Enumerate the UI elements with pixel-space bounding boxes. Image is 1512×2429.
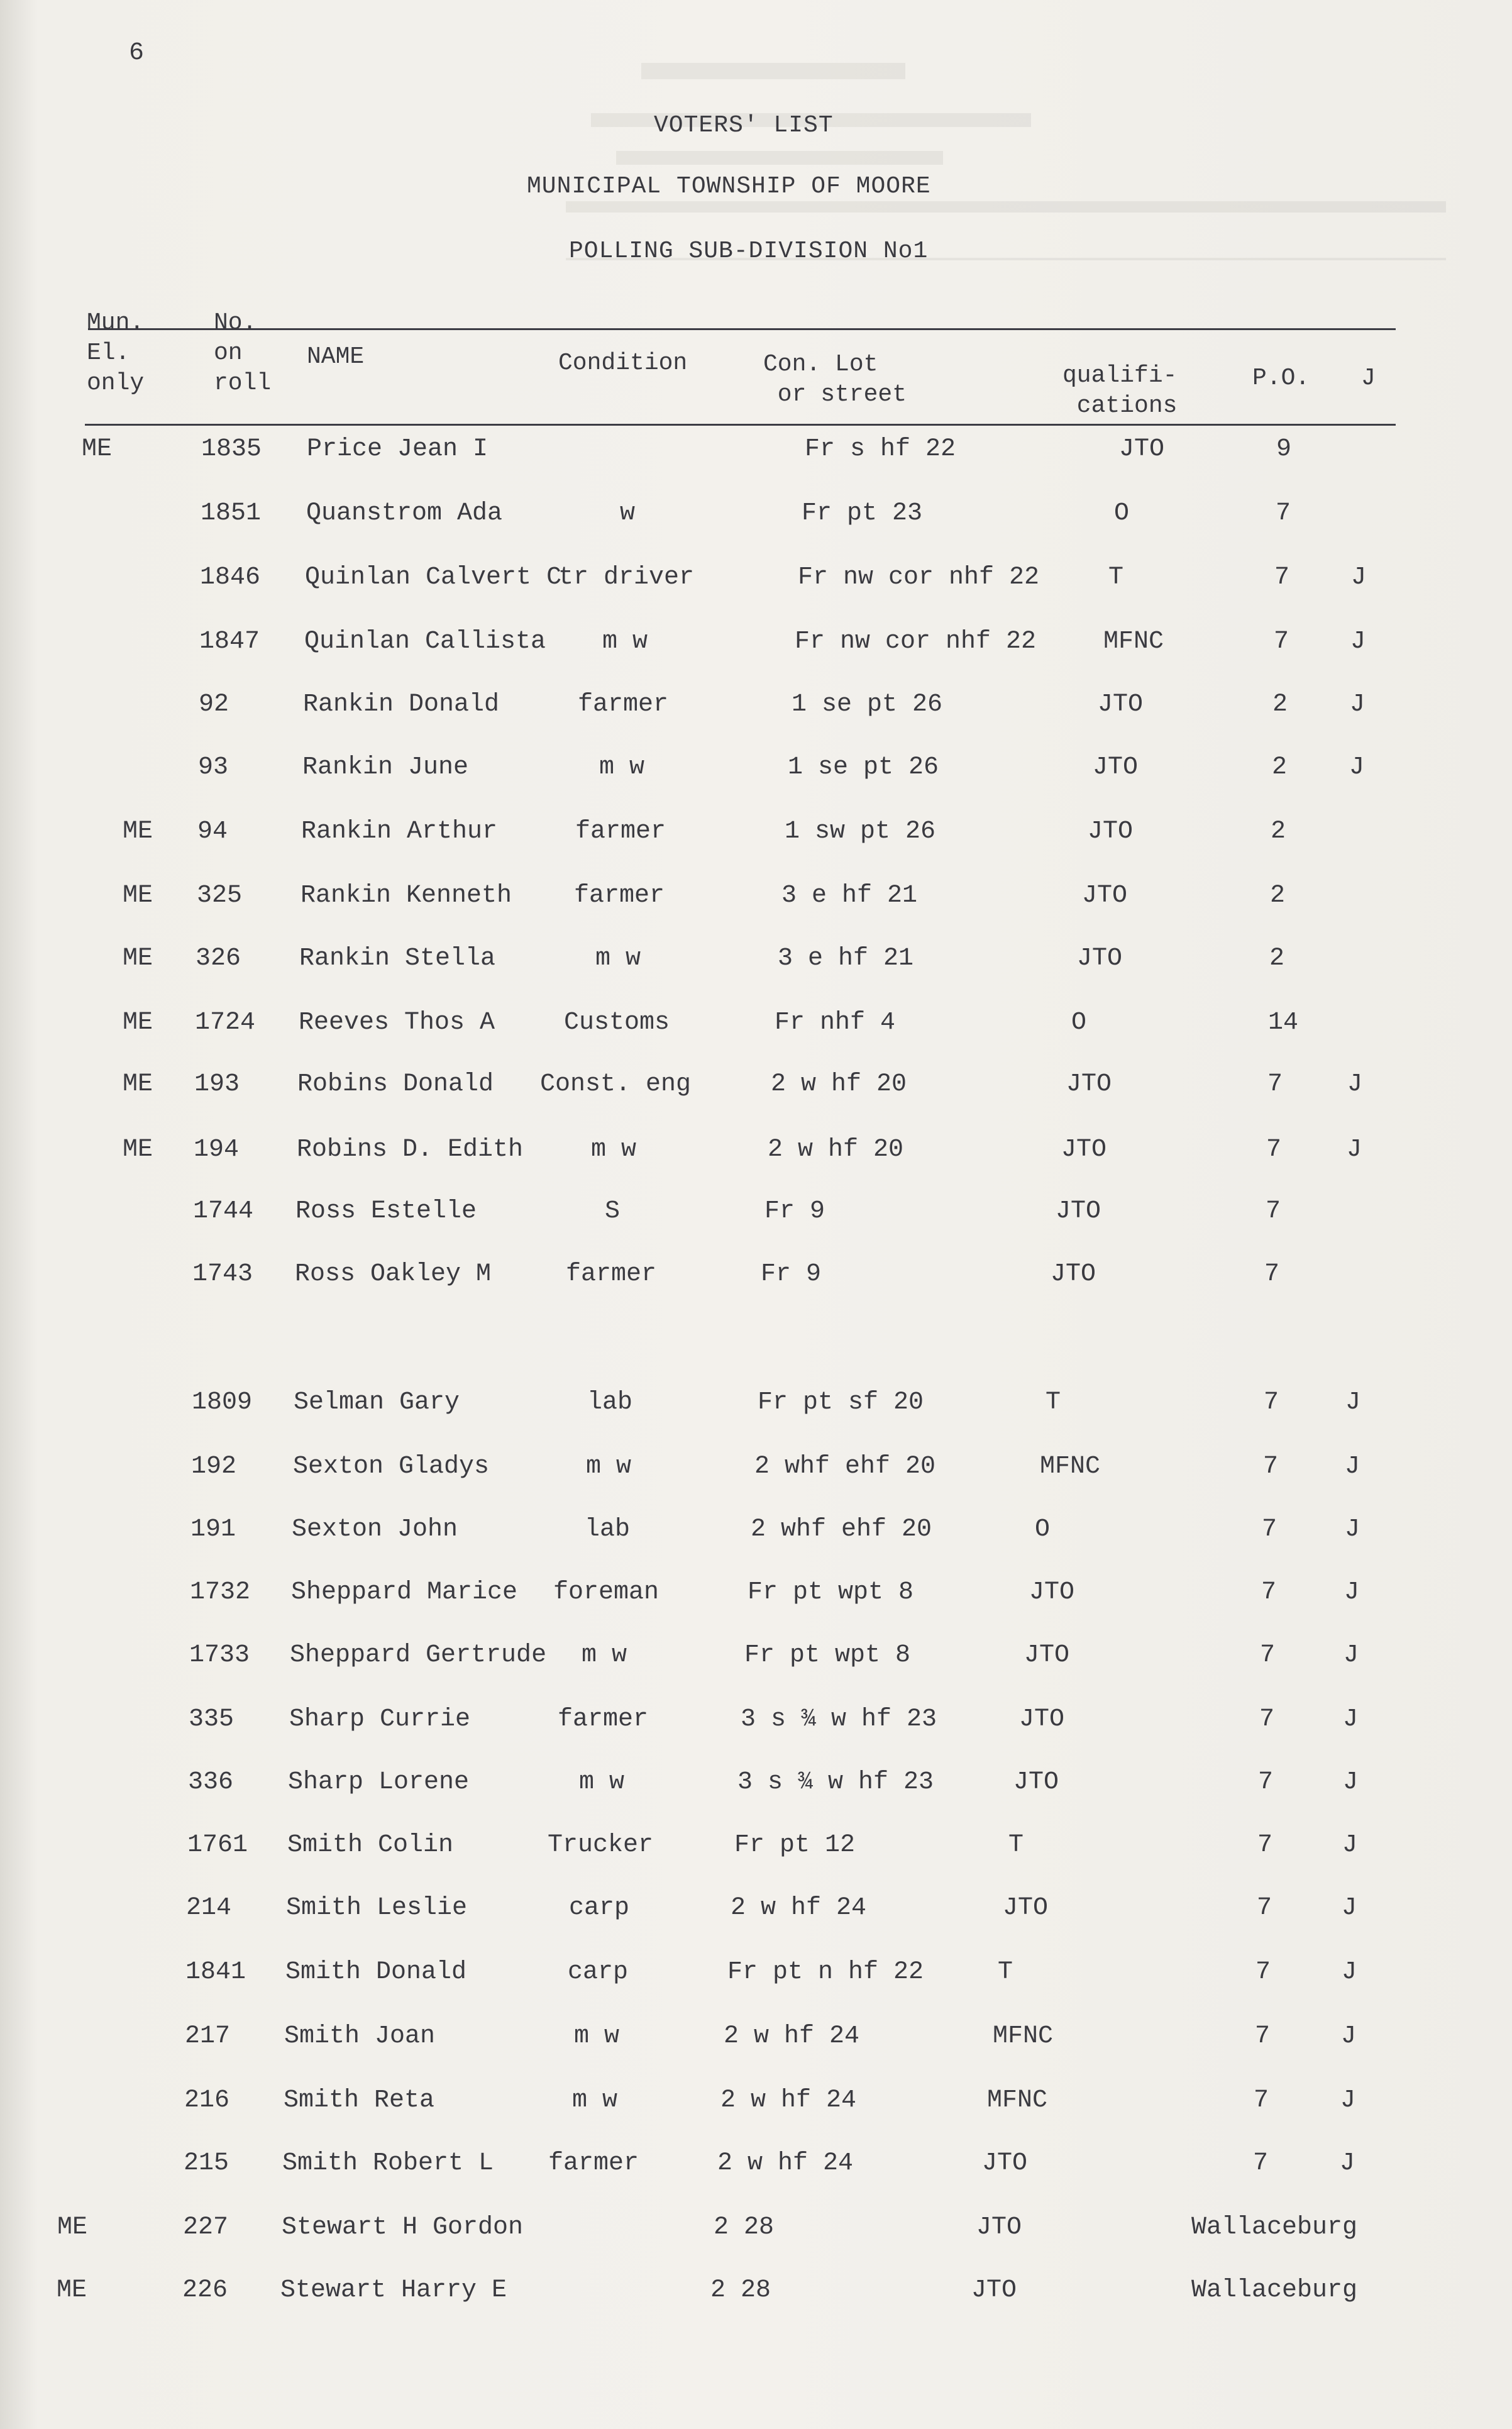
- cell-condition: farmer: [575, 817, 666, 846]
- cell-name: Smith Reta: [284, 2086, 435, 2115]
- cell-qual: JTO: [1051, 1260, 1096, 1288]
- cell-condition: m w: [602, 628, 648, 656]
- cell-condition: m w: [573, 2022, 620, 2050]
- cell-qual: T: [1008, 1831, 1024, 1859]
- cell-no: 1743: [192, 1260, 253, 1288]
- cell-lot: 3 s ¾ w hf 23: [741, 1705, 937, 1734]
- cell-po: 7: [1264, 1388, 1279, 1417]
- column-header-qualifications: qualifi- cations: [1062, 362, 1178, 419]
- cell-qual: JTO: [1119, 435, 1165, 463]
- cell-j: J: [1351, 563, 1367, 592]
- cell-qual: JTO: [1082, 882, 1128, 910]
- cell-lot: 1 se pt 26: [792, 690, 943, 719]
- cell-me: ME: [57, 2213, 88, 2242]
- cell-lot: Fr s hf 22: [805, 435, 956, 463]
- cell-name: Rankin Donald: [303, 690, 500, 719]
- cell-name: Ross Oakley M: [295, 1260, 492, 1288]
- cell-name: Selman Gary: [294, 1388, 460, 1417]
- cell-condition: lab: [587, 1388, 633, 1417]
- cell-name: Quinlan Calvert C: [305, 563, 562, 592]
- table-row: [0, 1705, 1512, 1743]
- cell-lot: Fr nhf 4: [775, 1009, 896, 1037]
- cell-j: J: [1345, 1515, 1360, 1544]
- cell-no: 325: [197, 882, 243, 910]
- cell-lot: Fr 9: [764, 1197, 825, 1226]
- cell-po: 7: [1253, 2149, 1269, 2177]
- cell-name: Rankin June: [302, 753, 469, 782]
- cell-po: Wallaceburg: [1191, 2276, 1358, 2305]
- column-header-j: J: [1361, 365, 1376, 392]
- cell-name: Smith Joan: [284, 2022, 436, 2050]
- cell-name: Robins D. Edith: [297, 1136, 524, 1164]
- cell-name: Sexton Gladys: [293, 1452, 490, 1481]
- cell-po: 7: [1264, 1260, 1280, 1288]
- cell-j: J: [1342, 1958, 1357, 1986]
- table-row: [0, 1388, 1512, 1426]
- table-row: [0, 1958, 1512, 1996]
- cell-lot: Fr pt 12: [734, 1831, 856, 1859]
- table-row: [0, 1197, 1512, 1235]
- cell-qual: JTO: [982, 2149, 1028, 2177]
- cell-lot: 3 e hf 21: [778, 944, 914, 973]
- cell-no: 193: [194, 1070, 240, 1098]
- cell-po: 7: [1266, 1197, 1281, 1226]
- table-row: [0, 2213, 1512, 2251]
- cell-po: 7: [1263, 1452, 1279, 1481]
- cell-name: Sharp Currie: [289, 1705, 471, 1734]
- table-row: [0, 1070, 1512, 1108]
- cell-qual: JTO: [1061, 1136, 1107, 1164]
- cell-no: 226: [182, 2276, 228, 2305]
- cell-name: Smith Colin: [287, 1831, 454, 1859]
- polling-division-heading: POLLING SUB-DIVISION No1: [569, 238, 929, 265]
- cell-lot: 2 w hf 24: [720, 2086, 857, 2115]
- cell-me: ME: [123, 1136, 153, 1164]
- cell-qual: O: [1114, 499, 1130, 528]
- column-header-condition: Condition: [558, 350, 688, 377]
- cell-qual: JTO: [976, 2213, 1022, 2242]
- cell-name: Quanstrom Ada: [306, 499, 503, 528]
- cell-no: 1732: [190, 1578, 251, 1607]
- cell-name: Price Jean I: [307, 435, 488, 463]
- cell-me: ME: [82, 435, 113, 463]
- cell-j: J: [1345, 1452, 1360, 1481]
- cell-name: Stewart Harry E: [280, 2276, 507, 2305]
- column-header-mun-el-only: Mun. El. only: [87, 309, 145, 397]
- column-header-con-lot: Con. Lot or street: [763, 351, 907, 408]
- cell-j: J: [1343, 1768, 1359, 1796]
- cell-qual: T: [1108, 563, 1124, 592]
- table-row: [0, 1831, 1512, 1869]
- cell-qual: JTO: [1029, 1578, 1075, 1607]
- cell-j: J: [1340, 2149, 1355, 2177]
- cell-po: 2: [1272, 690, 1288, 719]
- cell-po: 7: [1274, 628, 1289, 656]
- cell-po: 9: [1276, 435, 1292, 463]
- cell-qual: JTO: [1066, 1070, 1112, 1098]
- cell-name: Reeves Thos A: [299, 1009, 495, 1037]
- cell-j: J: [1343, 1705, 1359, 1734]
- cell-condition: farmer: [577, 690, 669, 719]
- cell-no: 1835: [201, 435, 262, 463]
- cell-me: ME: [123, 1070, 153, 1098]
- cell-condition: Const. eng: [539, 1070, 692, 1098]
- cell-name: Smith Donald: [285, 1958, 467, 1986]
- cell-j: J: [1344, 1641, 1359, 1669]
- cell-no: 194: [194, 1136, 240, 1164]
- cell-no: 94: [197, 817, 228, 846]
- table-row: [0, 690, 1512, 728]
- table-row: [0, 628, 1512, 665]
- cell-po: 14: [1268, 1009, 1299, 1037]
- table-row: [0, 753, 1512, 791]
- cell-j: J: [1350, 628, 1366, 656]
- cell-lot: 2 w hf 24: [724, 2022, 860, 2050]
- cell-condition: carp: [567, 1958, 629, 1986]
- cell-no: 1724: [195, 1009, 256, 1037]
- cell-no: 336: [188, 1768, 234, 1796]
- table-row: [0, 1136, 1512, 1173]
- cell-j: J: [1342, 1894, 1357, 1922]
- cell-qual: O: [1035, 1515, 1051, 1544]
- column-header-po: P.O.: [1252, 365, 1310, 392]
- cell-condition: carp: [568, 1894, 630, 1922]
- cell-condition: m w: [590, 1136, 637, 1164]
- cell-j: J: [1341, 2022, 1357, 2050]
- cell-qual: JTO: [1056, 1197, 1101, 1226]
- cell-name: Sheppard Marice: [291, 1578, 518, 1607]
- cell-po: 7: [1260, 1641, 1276, 1669]
- cell-no: 1744: [193, 1197, 254, 1226]
- cell-po: 7: [1255, 2022, 1271, 2050]
- cell-po: 7: [1257, 1894, 1272, 1922]
- cell-lot: Fr pt wpt 8: [744, 1641, 911, 1669]
- cell-name: Sheppard Gertrude: [290, 1641, 547, 1669]
- cell-no: 191: [190, 1515, 236, 1544]
- cell-lot: 1 se pt 26: [788, 753, 939, 782]
- cell-condition: m w: [581, 1641, 627, 1669]
- cell-qual: JTO: [1003, 1894, 1049, 1922]
- cell-me: ME: [123, 944, 153, 973]
- cell-no: 215: [184, 2149, 229, 2177]
- cell-po: 2: [1271, 817, 1286, 846]
- cell-qual: JTO: [1077, 944, 1123, 973]
- cell-j: J: [1342, 1831, 1358, 1859]
- cell-me: ME: [57, 2276, 87, 2305]
- cell-condition: m w: [578, 1768, 625, 1796]
- cell-name: Sharp Lorene: [288, 1768, 470, 1796]
- cell-no: 93: [198, 753, 229, 782]
- cell-name: Robins Donald: [297, 1070, 494, 1098]
- table-row: [0, 435, 1512, 473]
- cell-condition: farmer: [557, 1705, 649, 1734]
- cell-name: Stewart H Gordon: [282, 2213, 524, 2242]
- cell-no: 217: [185, 2022, 231, 2050]
- cell-qual: JTO: [1088, 817, 1134, 846]
- cell-po: 7: [1262, 1515, 1277, 1544]
- cell-lot: Fr pt n hf 22: [727, 1958, 924, 1986]
- cell-no: 192: [191, 1452, 237, 1481]
- cell-qual: JTO: [1019, 1705, 1065, 1734]
- cell-po: 7: [1259, 1705, 1275, 1734]
- table-row: [0, 2086, 1512, 2124]
- cell-j: J: [1349, 753, 1365, 782]
- cell-name: Ross Estelle: [295, 1197, 477, 1226]
- cell-po: 7: [1257, 1831, 1273, 1859]
- cell-po: 7: [1255, 1958, 1271, 1986]
- table-row: [0, 2149, 1512, 2187]
- cell-qual: JTO: [1093, 753, 1139, 782]
- table-row: [0, 2022, 1512, 2060]
- cell-po: Wallaceburg: [1191, 2213, 1358, 2242]
- cell-no: 1809: [192, 1388, 253, 1417]
- cell-po: 7: [1261, 1578, 1277, 1607]
- table-row: [0, 944, 1512, 982]
- cell-lot: 2 w hf 24: [731, 1894, 867, 1922]
- cell-name: Quinlan Callista: [304, 628, 546, 656]
- cell-condition: farmer: [573, 882, 665, 910]
- cell-condition: m w: [599, 753, 645, 782]
- table-row: [0, 499, 1512, 537]
- cell-lot: 1 sw pt 26: [785, 817, 936, 846]
- cell-qual: T: [998, 1958, 1013, 1986]
- cell-j: J: [1345, 1388, 1361, 1417]
- cell-lot: 2 w hf 20: [768, 1136, 904, 1164]
- cell-lot: 2 whf ehf 20: [751, 1515, 932, 1544]
- cell-qual: MFNC: [987, 2086, 1048, 2115]
- table-row: [0, 1768, 1512, 1806]
- table-row: [0, 1894, 1512, 1932]
- table-row: [0, 1641, 1512, 1679]
- cell-name: Rankin Stella: [299, 944, 496, 973]
- cell-no: 216: [184, 2086, 230, 2115]
- cell-no: 214: [186, 1894, 232, 1922]
- cell-condition: m w: [585, 1452, 632, 1481]
- cell-po: 7: [1254, 2086, 1269, 2115]
- cell-qual: JTO: [971, 2276, 1017, 2305]
- cell-name: Sexton John: [292, 1515, 458, 1544]
- cell-lot: Fr nw cor nhf 22: [795, 628, 1037, 656]
- cell-condition: tr driver: [558, 563, 695, 592]
- cell-lot: Fr pt sf 20: [758, 1388, 924, 1417]
- cell-lot: 3 e hf 21: [781, 882, 918, 910]
- cell-condition: foreman: [553, 1578, 659, 1607]
- cell-no: 1733: [189, 1641, 250, 1669]
- cell-po: 2: [1272, 753, 1288, 782]
- table-row: [0, 2276, 1512, 2314]
- cell-no: 1841: [185, 1958, 246, 1986]
- cell-qual: MFNC: [1040, 1452, 1101, 1481]
- table-row: [0, 817, 1512, 855]
- cell-name: Rankin Arthur: [301, 817, 498, 846]
- cell-condition: farmer: [565, 1260, 657, 1288]
- table-row: [0, 1452, 1512, 1490]
- table-row: [0, 563, 1512, 601]
- cell-condition: m w: [571, 2086, 618, 2115]
- cell-me: ME: [123, 882, 153, 910]
- cell-po: 7: [1274, 563, 1290, 592]
- cell-qual: MFNC: [993, 2022, 1054, 2050]
- cell-no: 227: [183, 2213, 229, 2242]
- cell-lot: Fr nw cor nhf 22: [798, 563, 1040, 592]
- cell-name: Smith Robert L: [282, 2149, 494, 2177]
- cell-condition: m w: [595, 944, 641, 973]
- cell-lot: Fr 9: [761, 1260, 822, 1288]
- cell-me: ME: [123, 1009, 153, 1037]
- cell-name: Rankin Kenneth: [301, 882, 512, 910]
- cell-me: ME: [123, 817, 153, 846]
- cell-condition: Trucker: [547, 1831, 654, 1859]
- cell-condition: S: [604, 1197, 621, 1226]
- cell-lot: 2 whf ehf 20: [754, 1452, 936, 1481]
- cell-no: 326: [196, 944, 241, 973]
- cell-j: J: [1344, 1578, 1360, 1607]
- cell-lot: 2 28: [714, 2213, 775, 2242]
- cell-qual: JTO: [1098, 690, 1144, 719]
- cell-no: 335: [189, 1705, 235, 1734]
- cell-lot: 2 w hf 20: [771, 1070, 907, 1098]
- cell-no: 92: [199, 690, 229, 719]
- document-title: VOTERS' LIST: [654, 112, 834, 139]
- cell-condition: Customs: [563, 1009, 670, 1037]
- cell-lot: Fr pt wpt 8: [748, 1578, 914, 1607]
- cell-po: 7: [1258, 1768, 1274, 1796]
- table-row: [0, 1009, 1512, 1046]
- page-number: 6: [129, 39, 145, 67]
- cell-po: 7: [1267, 1070, 1283, 1098]
- table-row: [0, 882, 1512, 919]
- cell-po: 2: [1269, 944, 1285, 973]
- cell-no: 1761: [187, 1831, 248, 1859]
- cell-po: 7: [1276, 499, 1291, 528]
- cell-j: J: [1340, 2086, 1356, 2115]
- table-row: [0, 1578, 1512, 1616]
- table-row: [0, 1515, 1512, 1553]
- cell-po: 2: [1270, 882, 1286, 910]
- cell-no: 1846: [200, 563, 261, 592]
- column-header-no-on-roll: No. on roll: [214, 309, 272, 397]
- cell-lot: 3 s ¾ w hf 23: [737, 1768, 934, 1796]
- cell-lot: 2 w hf 24: [717, 2149, 854, 2177]
- cell-lot: 2 28: [710, 2276, 771, 2305]
- cell-lot: Fr pt 23: [802, 499, 923, 528]
- table-row: [0, 1260, 1512, 1298]
- municipality-heading: MUNICIPAL TOWNSHIP OF MOORE: [527, 173, 931, 200]
- cell-qual: T: [1046, 1388, 1061, 1417]
- cell-j: J: [1347, 1136, 1362, 1164]
- cell-qual: JTO: [1013, 1768, 1059, 1796]
- cell-qual: O: [1071, 1009, 1087, 1037]
- cell-condition: w: [619, 499, 636, 528]
- cell-condition: lab: [584, 1515, 631, 1544]
- cell-no: 1851: [201, 499, 262, 528]
- cell-qual: MFNC: [1103, 628, 1164, 656]
- column-header-name: NAME: [307, 343, 365, 370]
- cell-no: 1847: [199, 628, 260, 656]
- cell-po: 7: [1266, 1136, 1282, 1164]
- cell-name: Smith Leslie: [286, 1894, 468, 1922]
- cell-j: J: [1350, 690, 1366, 719]
- cell-qual: JTO: [1024, 1641, 1070, 1669]
- cell-condition: farmer: [548, 2149, 639, 2177]
- cell-j: J: [1347, 1070, 1363, 1098]
